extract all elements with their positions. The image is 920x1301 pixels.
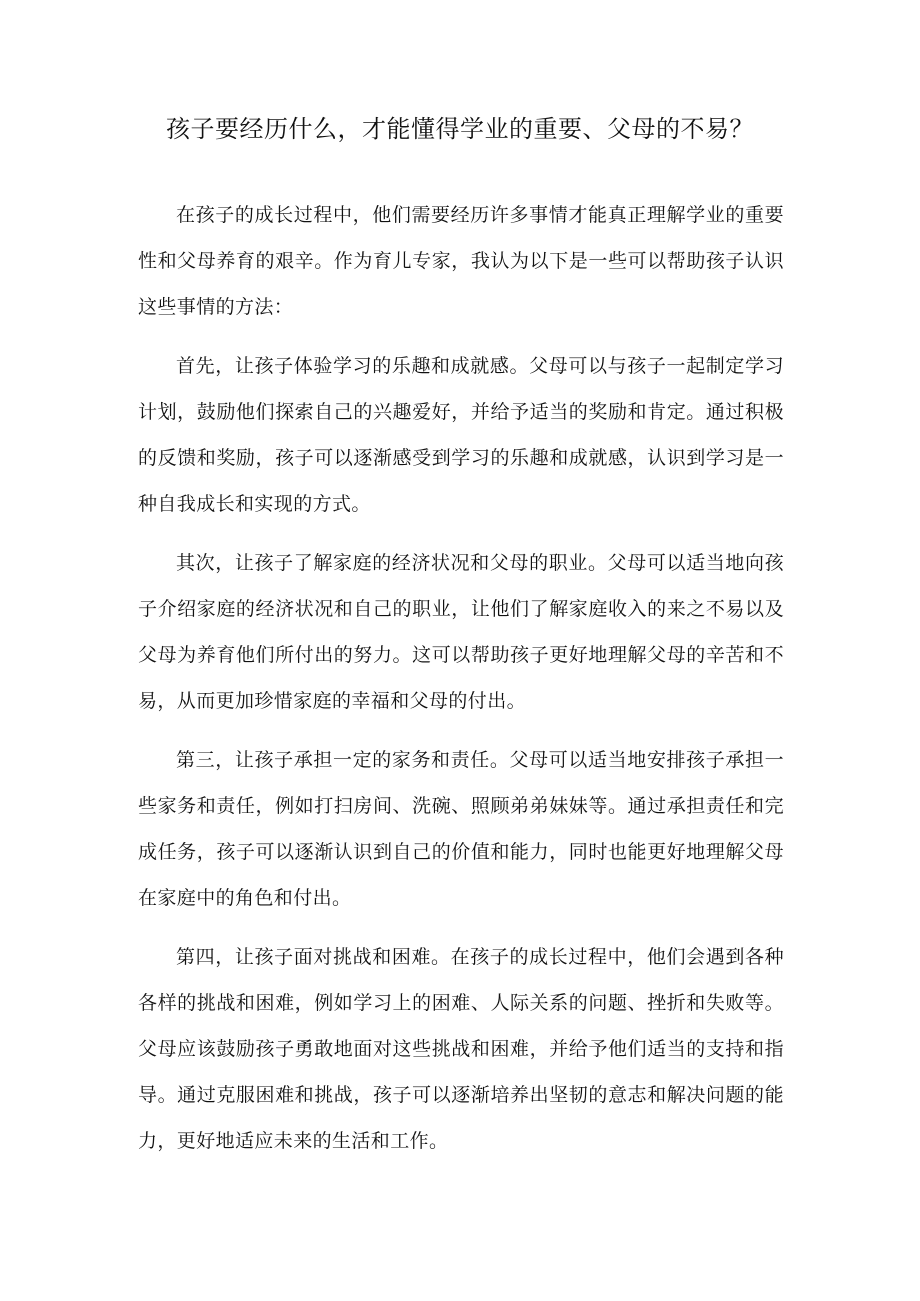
paragraph-intro: 在孩子的成长过程中，他们需要经历许多事情才能真正理解学业的重要性和父母养育的艰辛。作为育儿专家，我认为以下是一些可以帮助孩子认识这些事情的方法： [138, 204, 784, 318]
paragraph-second: 其次，让孩子了解家庭的经济状况和父母的职业。父母可以适当地向孩子介绍家庭的经济状况和自己的职业，让他们了解家庭收入的来之不易以及父母为养育他们所付出的努力。这可以帮助孩子更好地理解父母的辛苦和不易，从而更加珍惜家庭的幸福和父母的付出。 [138, 552, 784, 712]
paragraph-third: 第三，让孩子承担一定的家务和责任。父母可以适当地安排孩子承担一些家务和责任，例如打扫房间、洗碗、照顾弟弟妹妹等。通过承担责任和完成任务，孩子可以逐渐认识到自己的价值和能力，同时也能更好地理解父母在家庭中的角色和付出。 [138, 749, 784, 909]
document-body [138, 192, 784, 1177]
paragraph-first: 首先，让孩子体验学习的乐趣和成就感。父母可以与孩子一起制定学习计划，鼓励他们探索自己的兴趣爱好，并给予适当的奖励和肯定。通过积极的反馈和奖励，孩子可以逐渐感受到学习的乐趣和成就感，认识到学习是一种自我成长和实现的方式。 [138, 355, 784, 515]
paragraph-fourth: 第四，让孩子面对挑战和困难。在孩子的成长过程中，他们会遇到各种各样的挑战和困难，例如学习上的困难、人际关系的问题、挫折和失败等。父母应该鼓励孩子勇敢地面对这些挑战和困难，并给予他们适当的支持和指导。通过克服困难和挑战，孩子可以逐渐培养出坚韧的意志和解决问题的能力，更好地适应未来的生活和工作。 [138, 946, 784, 1152]
document-title: 孩子要经历什么，才能懂得学业的重要、父母的不易？ [166, 115, 754, 143]
